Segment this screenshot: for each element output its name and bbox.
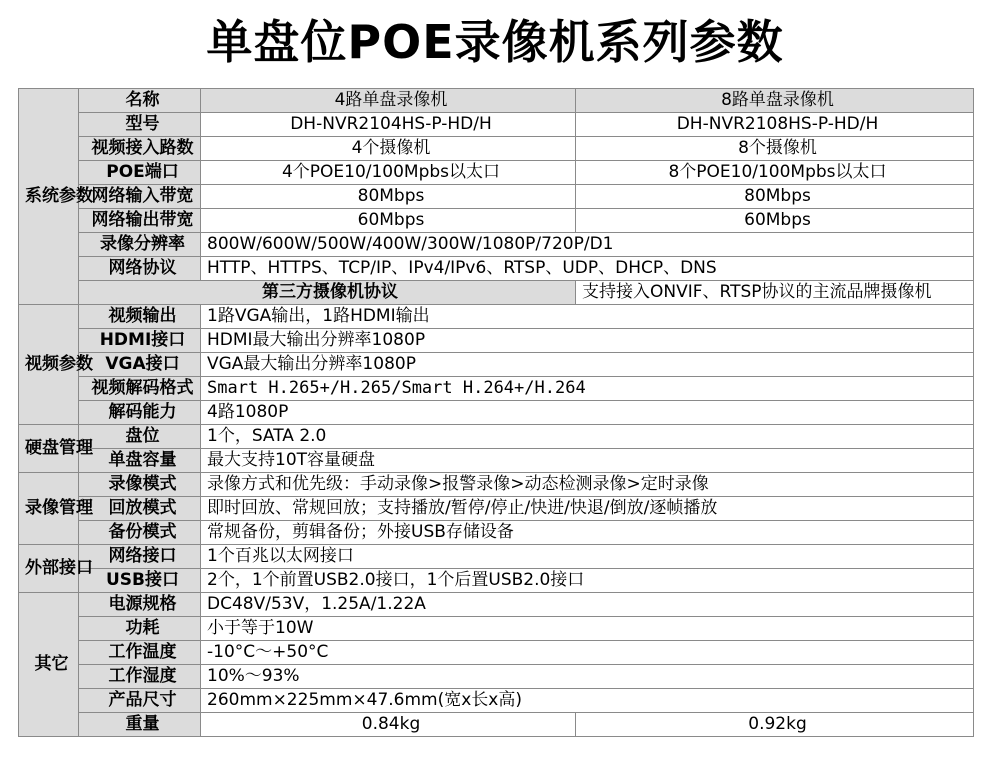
value-model-a: 60Mbps (201, 209, 576, 233)
value-shared: 2个，1个前置USB2.0接口，1个后置USB2.0接口 (201, 569, 974, 593)
row-label: 产品尺寸 (79, 689, 201, 713)
table-row (19, 641, 974, 665)
row-label: 网络输出带宽 (79, 209, 201, 233)
table-row (19, 713, 974, 737)
row-label: 视频解码格式 (79, 377, 201, 401)
header-model-b: 8路单盘录像机 (576, 89, 974, 113)
table-row (19, 257, 974, 281)
table-row (19, 113, 974, 137)
value-model-a: 0.84kg (201, 713, 576, 737)
value-shared: 最大支持10T容量硬盘 (201, 449, 974, 473)
value-shared: 常规备份，剪辑备份；外接USB存储设备 (201, 521, 974, 545)
value-shared: 10%～93% (201, 665, 974, 689)
table-header-row (19, 89, 974, 113)
category-video: 视频参数 (19, 305, 79, 425)
value-shared: Smart H.265+/H.265/Smart H.264+/H.264 (201, 377, 974, 401)
table-row (19, 137, 974, 161)
table-row (19, 449, 974, 473)
header-name-label: 名称 (79, 89, 201, 113)
table-row (19, 329, 974, 353)
table-row (19, 521, 974, 545)
category-other: 其它 (19, 593, 79, 737)
table-row (19, 593, 974, 617)
row-label: 盘位 (79, 425, 201, 449)
value-shared: DC48V/53V，1.25A/1.22A (201, 593, 974, 617)
value-shared: 4路1080P (201, 401, 974, 425)
row-label: 单盘容量 (79, 449, 201, 473)
row-label: 型号 (79, 113, 201, 137)
table-row (19, 377, 974, 401)
table-row (19, 233, 974, 257)
row-label: 工作湿度 (79, 665, 201, 689)
table-row (19, 545, 974, 569)
value-model-b: 8个POE10/100Mpbs以太口 (576, 161, 974, 185)
value-shared: -10°C～+50°C (201, 641, 974, 665)
table-row (19, 665, 974, 689)
table-row (19, 617, 974, 641)
value-shared: 录像方式和优先级：手动录像>报警录像>动态检测录像>定时录像 (201, 473, 974, 497)
table-row (19, 569, 974, 593)
table-row (19, 305, 974, 329)
row-label: USB接口 (79, 569, 201, 593)
value-model-b: 60Mbps (576, 209, 974, 233)
table-row (19, 353, 974, 377)
value-model-b: DH-NVR2108HS-P-HD/H (576, 113, 974, 137)
row-label-third-party: 第三方摄像机协议 (79, 281, 576, 305)
row-label: 网络协议 (79, 257, 201, 281)
value-model-a: 4个POE10/100Mpbs以太口 (201, 161, 576, 185)
value-shared: 1路VGA输出，1路HDMI输出 (201, 305, 974, 329)
value-shared: 260mm×225mm×47.6mm(宽x长x高) (201, 689, 974, 713)
table-row (19, 209, 974, 233)
value-shared: 支持接入ONVIF、RTSP协议的主流品牌摄像机 (576, 281, 974, 305)
row-label: 网络输入带宽 (79, 185, 201, 209)
value-model-b: 80Mbps (576, 185, 974, 209)
row-label: 回放模式 (79, 497, 201, 521)
value-shared: 800W/600W/500W/400W/300W/1080P/720P/D1 (201, 233, 974, 257)
value-shared: 小于等于10W (201, 617, 974, 641)
value-model-b: 0.92kg (576, 713, 974, 737)
value-shared: HTTP、HTTPS、TCP/IP、IPv4/IPv6、RTSP、UDP、DHCP、DNS (201, 257, 974, 281)
table-row (19, 689, 974, 713)
value-shared: VGA最大输出分辨率1080P (201, 353, 974, 377)
row-label: 网络接口 (79, 545, 201, 569)
row-label: VGA接口 (79, 353, 201, 377)
spec-table (18, 88, 974, 737)
row-label: 录像模式 (79, 473, 201, 497)
table-row (19, 401, 974, 425)
category-disk: 硬盘管理 (19, 425, 79, 473)
row-label: 工作温度 (79, 641, 201, 665)
table-row (19, 425, 974, 449)
row-label: 解码能力 (79, 401, 201, 425)
row-label: 备份模式 (79, 521, 201, 545)
row-label: 电源规格 (79, 593, 201, 617)
table-row (19, 281, 974, 305)
row-label: 视频输出 (79, 305, 201, 329)
row-label: 录像分辨率 (79, 233, 201, 257)
table-row (19, 497, 974, 521)
value-model-a: 80Mbps (201, 185, 576, 209)
category-recording: 录像管理 (19, 473, 79, 545)
row-label: 重量 (79, 713, 201, 737)
row-label: 功耗 (79, 617, 201, 641)
row-label: HDMI接口 (79, 329, 201, 353)
row-label: POE端口 (79, 161, 201, 185)
value-model-b: 8个摄像机 (576, 137, 974, 161)
header-model-a: 4路单盘录像机 (201, 89, 576, 113)
table-row (19, 185, 974, 209)
value-shared: 即时回放、常规回放；支持播放/暂停/停止/快进/快退/倒放/逐帧播放 (201, 497, 974, 521)
value-model-a: 4个摄像机 (201, 137, 576, 161)
value-shared: 1个百兆以太网接口 (201, 545, 974, 569)
category-external: 外部接口 (19, 545, 79, 593)
table-row (19, 161, 974, 185)
table-row (19, 473, 974, 497)
value-model-a: DH-NVR2104HS-P-HD/H (201, 113, 576, 137)
page-title: 单盘位POE录像机系列参数 (206, 15, 784, 69)
value-shared: 1个，SATA 2.0 (201, 425, 974, 449)
category-system: 系统参数 (19, 89, 79, 305)
value-shared: HDMI最大输出分辨率1080P (201, 329, 974, 353)
row-label: 视频接入路数 (79, 137, 201, 161)
